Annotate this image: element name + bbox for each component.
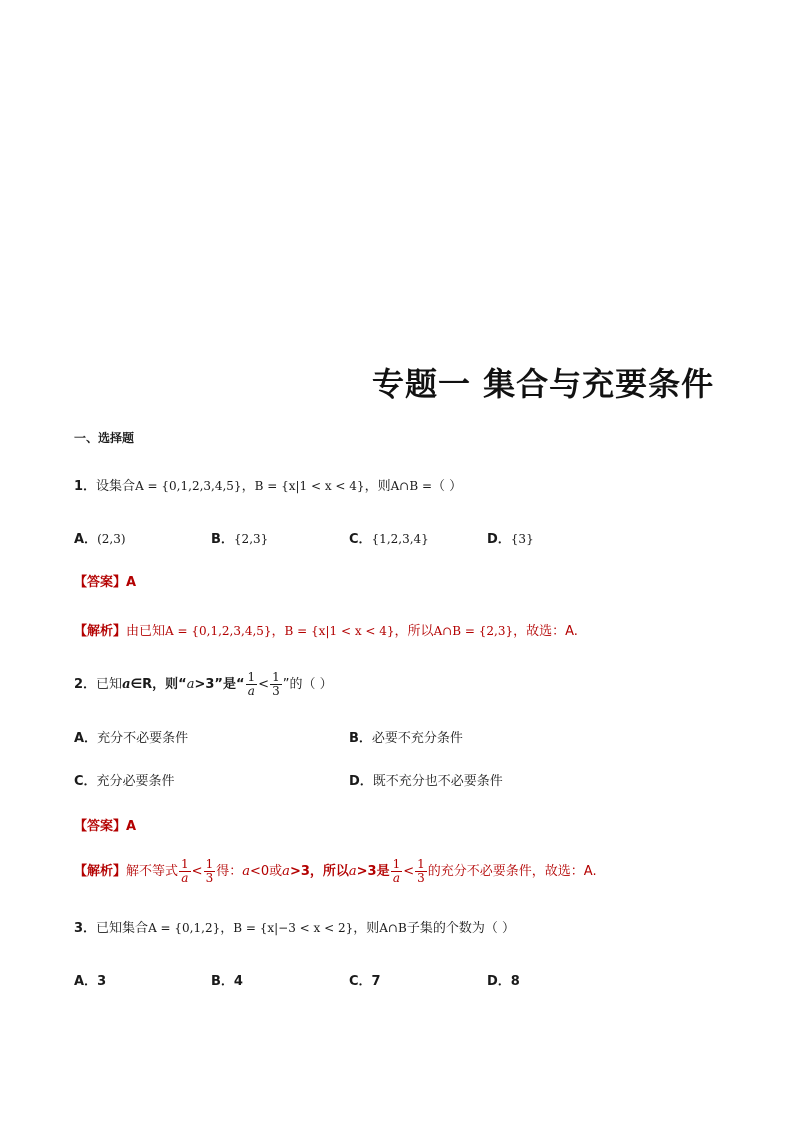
analysis-2: [74, 857, 597, 887]
option-text: (2,3): [97, 532, 126, 546]
numerator: 1: [392, 857, 401, 871]
option-text: {3}: [510, 532, 534, 546]
less-than: <: [258, 677, 270, 692]
denominator: a: [181, 871, 189, 885]
set-a: A = {0,1,2,3,4,5}: [165, 624, 272, 638]
fraction-1-over-a: [391, 858, 403, 885]
variable: a: [122, 677, 131, 692]
analysis-1: [74, 620, 578, 639]
analysis-text: >3是: [356, 864, 390, 879]
option-text: {2,3}: [233, 532, 269, 546]
option-b: [211, 528, 268, 547]
question-3: [74, 918, 515, 939]
separator: ，: [241, 479, 255, 494]
fraction-1-over-3: [270, 671, 282, 698]
variable: a: [242, 864, 250, 879]
question-number: 1．: [74, 479, 97, 494]
answer-tag: 【答案】: [74, 819, 127, 834]
less-than: <: [191, 864, 203, 879]
intersection: A∩B =: [390, 479, 433, 493]
option-d: [487, 970, 520, 989]
question-text: 子集的个数为（ ）: [406, 921, 515, 936]
analysis-text: >3，所以: [289, 864, 349, 879]
set-b: B = {x|−3 < x < 2}: [233, 921, 354, 935]
question-text: ∈R，则“: [130, 677, 187, 692]
option-c: [349, 528, 429, 547]
analysis-text: ，所以: [394, 624, 434, 639]
intersection-result: A∩B = {2,3}: [433, 624, 514, 638]
answer-value: A: [126, 575, 137, 590]
analysis-text: <0或: [250, 864, 283, 879]
option-text: 4: [233, 974, 243, 989]
denominator: 3: [272, 684, 280, 698]
fraction-1-over-a: [246, 671, 258, 698]
numerator: 1: [417, 857, 425, 871]
option-a: [74, 970, 106, 989]
numerator: 1: [181, 857, 189, 871]
section-heading: 一、选择题: [74, 431, 135, 445]
option-label: B．: [211, 532, 234, 547]
answer-value: A: [126, 819, 137, 834]
option-text: 充分必要条件: [96, 774, 175, 789]
question-text: 已知集合: [96, 921, 149, 936]
option-text: 7: [371, 974, 381, 989]
option-text: 充分不必要条件: [97, 731, 189, 746]
less-than: <: [403, 864, 415, 879]
option-text: 3: [97, 974, 107, 989]
intersection: A∩B: [379, 921, 407, 935]
analysis-text: 得：: [216, 864, 243, 879]
set-a: A = {0,1,2,3,4,5}: [135, 479, 242, 493]
option-c: [349, 970, 381, 989]
question-2: [74, 670, 333, 700]
set-b: B = {x|1 < x < 4}: [284, 624, 395, 638]
option-label: A．: [74, 731, 98, 746]
answer-tag: 【答案】: [74, 575, 127, 590]
option-label: D．: [487, 974, 511, 989]
option-b: [349, 727, 463, 746]
question-number: 2．: [74, 677, 97, 692]
question-text: 已知: [96, 677, 123, 692]
fraction-1-over-a: [179, 858, 191, 885]
option-label: D．: [487, 532, 511, 547]
variable: a: [348, 864, 357, 879]
answer-2: [74, 815, 136, 834]
option-text: 必要不充分条件: [371, 731, 463, 746]
option-d: [349, 770, 503, 789]
option-label: A．: [74, 974, 98, 989]
option-c: [74, 770, 175, 789]
denominator: a: [247, 684, 255, 698]
option-label: D．: [349, 774, 373, 789]
option-a: [74, 727, 188, 746]
question-number: 3．: [74, 921, 97, 936]
analysis-tag: 【解析】: [74, 864, 127, 879]
analysis-text: ，故选：A.: [513, 624, 578, 639]
option-b: [211, 970, 243, 989]
page-title: 专题一 集合与充要条件: [372, 365, 715, 403]
set-b: B = {x|1 < x < 4}: [254, 479, 365, 493]
question-text: 设集合: [96, 479, 136, 494]
option-label: B．: [211, 974, 234, 989]
analysis-tag: 【解析】: [74, 624, 127, 639]
question-text: ”的（ ）: [282, 677, 333, 692]
separator: ，: [220, 921, 234, 936]
question-text: ，则: [364, 479, 391, 494]
fraction-1-over-3: [415, 858, 427, 885]
separator: ，: [271, 624, 285, 639]
set-a: A = {0,1,2}: [148, 921, 221, 935]
analysis-text: 由已知: [126, 624, 166, 639]
question-1: [74, 476, 462, 497]
denominator: 3: [417, 871, 425, 885]
option-label: C．: [349, 974, 372, 989]
fraction-1-over-3: [204, 858, 216, 885]
option-label: B．: [349, 731, 372, 746]
option-label: A．: [74, 532, 98, 547]
question-text: ，则: [353, 921, 380, 936]
option-text: 既不充分也不必要条件: [372, 774, 503, 789]
denominator: a: [392, 871, 400, 885]
option-d: [487, 528, 534, 547]
analysis-text: 解不等式: [126, 864, 179, 879]
variable: a: [282, 864, 290, 879]
variable: a: [186, 677, 195, 692]
option-label: C．: [74, 774, 97, 789]
option-text: 8: [510, 974, 520, 989]
option-label: C．: [349, 532, 372, 547]
analysis-text: 的充分不必要条件，故选：A.: [427, 864, 597, 879]
answer-1: [74, 571, 136, 590]
numerator: 1: [205, 857, 214, 871]
numerator: 1: [272, 670, 280, 684]
answer-blank: （ ）: [432, 479, 463, 494]
option-text: {1,2,3,4}: [371, 532, 429, 546]
option-a: [74, 528, 126, 547]
question-text: >3”是“: [194, 677, 245, 692]
denominator: 3: [205, 871, 214, 885]
numerator: 1: [247, 670, 256, 684]
